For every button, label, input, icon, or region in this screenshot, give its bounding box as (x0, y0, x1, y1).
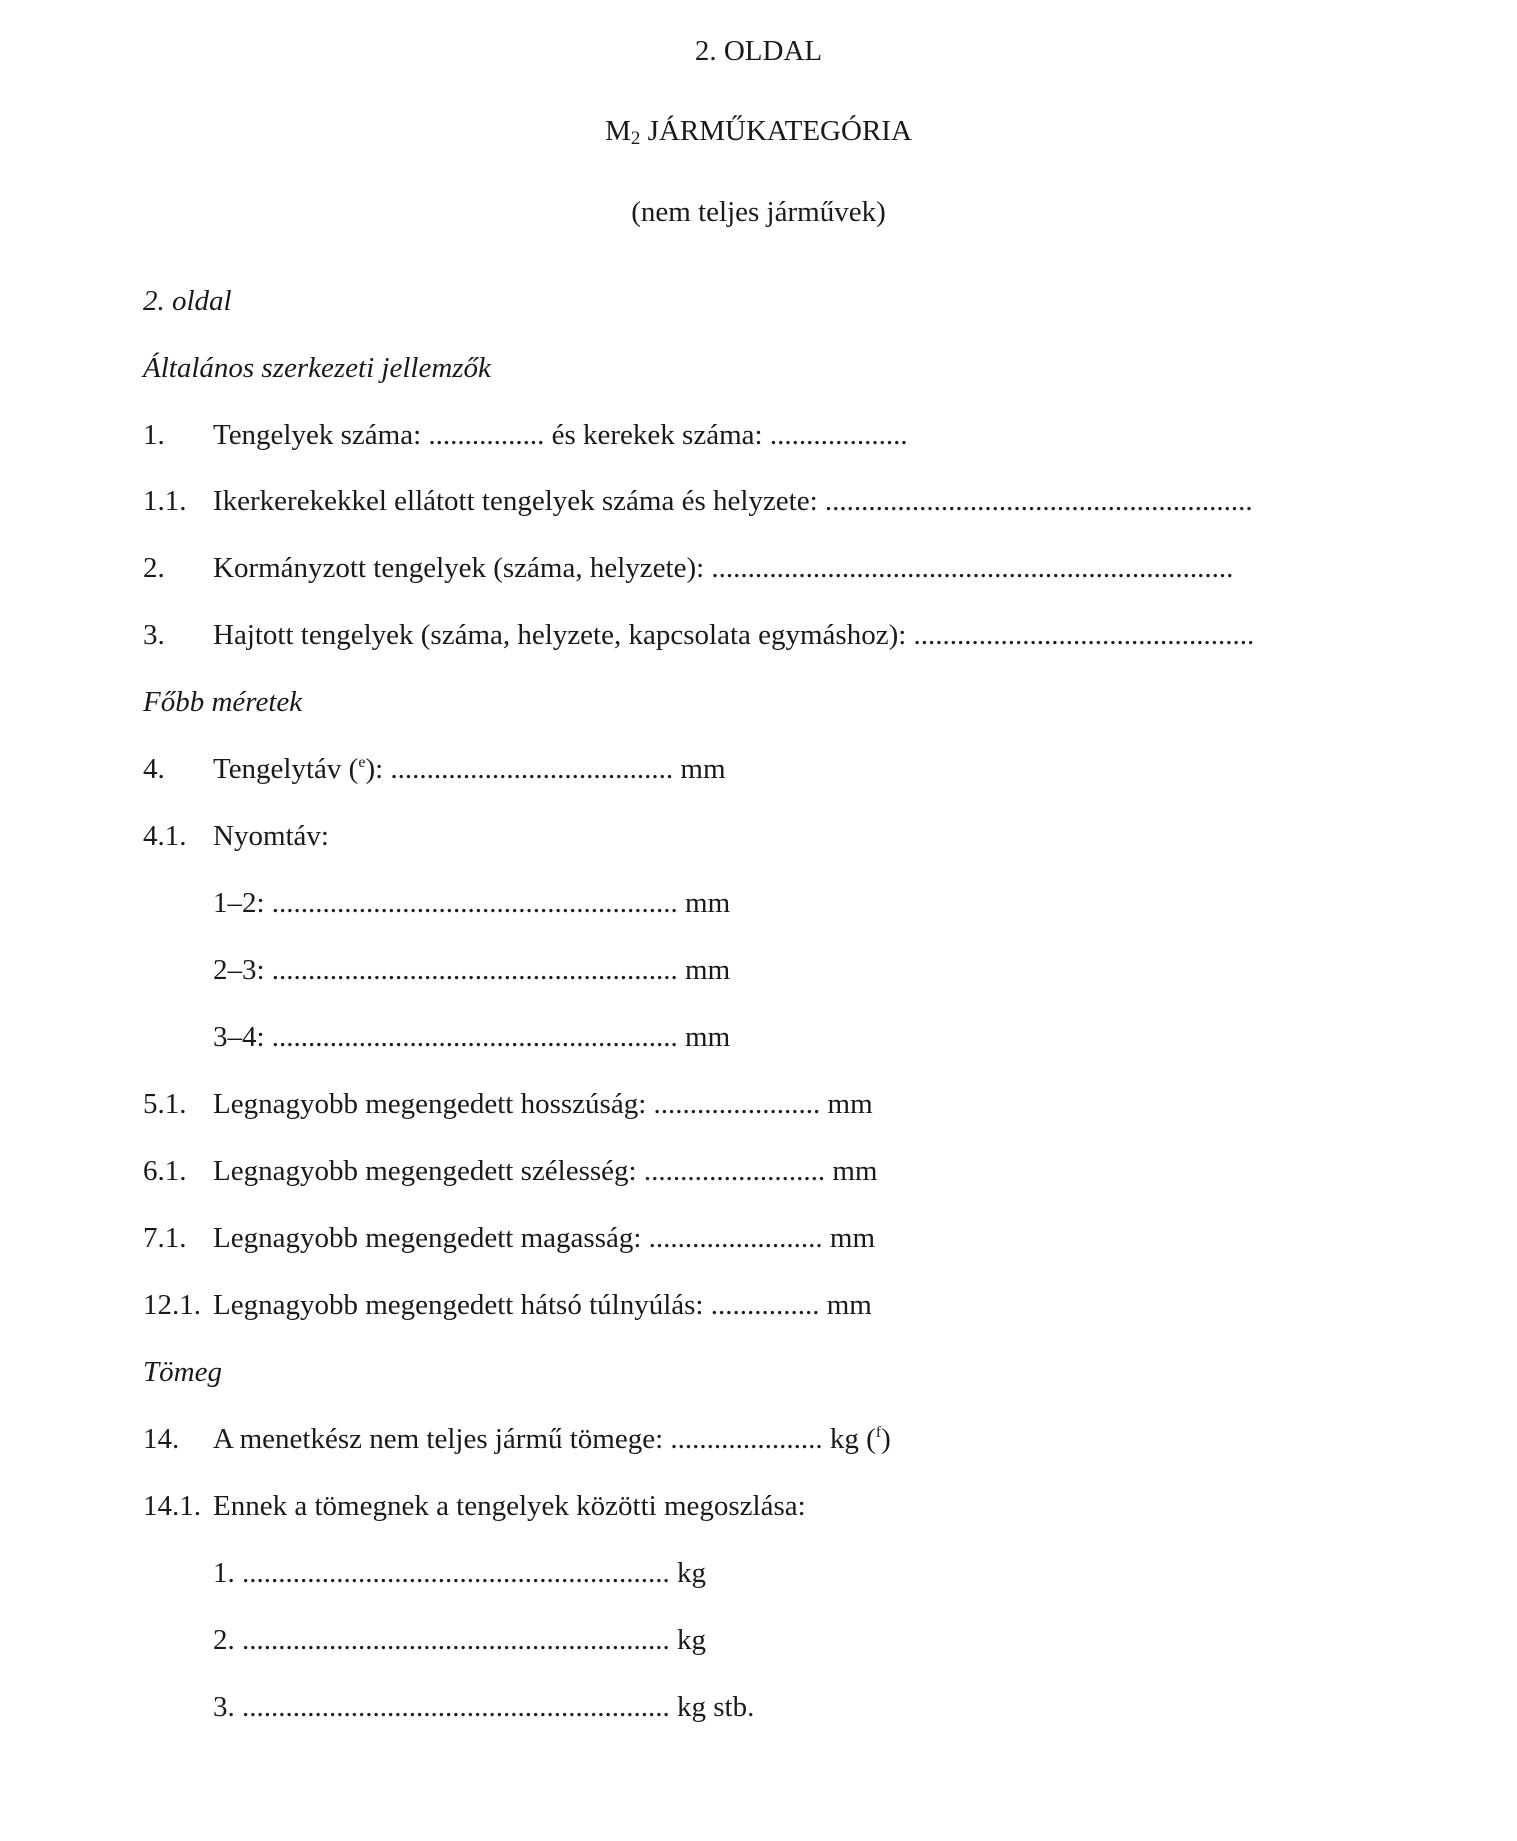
item-number: 4. (143, 753, 165, 785)
footnote-marker-f: f (875, 1424, 882, 1441)
item-number: 6.1. (143, 1155, 187, 1187)
section-page-label: 2. oldal (143, 285, 232, 317)
item-text: Ikerkerekekkel ellátott tengelyek száma és helyzete: ........................................................... (213, 485, 1253, 517)
item-text: Legnagyobb megengedett magasság: ........................ mm (213, 1222, 876, 1254)
item-number: 2. (143, 552, 165, 584)
item-text: A menetkész nem teljes jármű tömege: ..................... kg ($^f$) (213, 1423, 891, 1455)
footnote-marker-e: e (358, 754, 366, 771)
section-dimensions-heading: Főbb méretek (143, 686, 303, 718)
section-mass-heading: Tömeg (143, 1356, 222, 1388)
item-text: Hajtott tengelyek (száma, helyzete, kapcsolata egymáshoz): ............................................... (213, 619, 1255, 651)
category-prefix: M (605, 115, 631, 147)
item-text: Kormányzott tengelyek (száma, helyzete): ........................................................................ (213, 552, 1234, 584)
category-rest: JÁRMŰKATEGÓRIA (640, 115, 912, 147)
category-subscript: 2 (630, 128, 641, 149)
item-number: 1. (143, 419, 165, 451)
item-text: Legnagyobb megengedett szélesség: ......................... mm (213, 1155, 878, 1187)
item-number: 12.1. (143, 1289, 201, 1321)
item-text: Nyomtáv: (213, 820, 329, 852)
axle-mass-row-1: 1. ........................................................... kg (213, 1557, 706, 1589)
page-heading: 2. OLDAL (694, 35, 823, 67)
item-text: Legnagyobb megengedett hosszúság: ....................... mm (213, 1088, 873, 1120)
item-text: Tengelyek száma: ................ és kerekek száma: ................... (213, 419, 908, 451)
item-number: 4.1. (143, 820, 187, 852)
item-text: Ennek a tömegnek a tengelyek közötti megoszlása: (213, 1490, 806, 1522)
axle-mass-row-2: 2. ........................................................... kg (213, 1624, 706, 1656)
item-number: 3. (143, 619, 165, 651)
section-general-heading: Általános szerkezeti jellemzők (143, 352, 491, 384)
category-title (0, 114, 1517, 148)
item-number: 7.1. (143, 1222, 187, 1254)
item-text: Legnagyobb megengedett hátsó túlnyúlás: ............... mm (213, 1289, 872, 1321)
item-number: 5.1. (143, 1088, 187, 1120)
item-number: 14.1. (143, 1490, 201, 1522)
item-number: 1.1. (143, 485, 187, 517)
category-subtitle: (nem teljes járművek) (631, 196, 886, 228)
track-row-3-4: 3–4: ........................................................ mm (213, 1021, 731, 1053)
track-row-1-2: 1–2: ........................................................ mm (213, 887, 731, 919)
item-number: 14. (143, 1423, 180, 1455)
item-text: Tengelytáv ($^e$): ....................................... mm (213, 753, 726, 785)
track-row-2-3: 2–3: ........................................................ mm (213, 954, 731, 986)
axle-mass-row-3: 3. ........................................................... kg stb. (213, 1691, 755, 1723)
